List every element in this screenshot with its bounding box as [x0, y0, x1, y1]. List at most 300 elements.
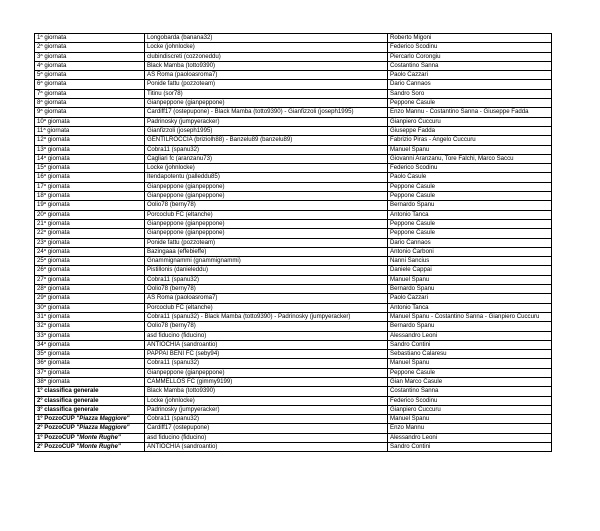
round-ordinal: a [43, 340, 47, 345]
round-number: 1 [37, 34, 41, 41]
round-ordinal: a [43, 135, 47, 141]
round-row [35, 368, 552, 377]
award-cup-name: "Monte Rughe" [76, 433, 121, 441]
award-label [35, 396, 145, 405]
manager-cell: Sandro Soro [388, 89, 552, 98]
team-cell: Locke (johnlocke) [145, 164, 388, 173]
round-suffix: giornata [47, 303, 70, 311]
round-suffix: giornata [47, 238, 70, 246]
manager-cell: Peppone Casule [388, 192, 552, 201]
team-cell: AS Roma (paoloasroma7) [145, 294, 388, 303]
round-label [35, 322, 145, 331]
round-ordinal: a [43, 191, 47, 197]
round-row [35, 71, 552, 80]
round-ordinal: a [43, 275, 47, 280]
results-table-body [35, 34, 552, 452]
round-row [35, 350, 552, 359]
round-suffix: giornata [47, 377, 70, 385]
round-label [35, 164, 145, 173]
round-number: 24 [37, 247, 44, 255]
manager-cell: Fabrizio Piras - Angelo Cuccuru [388, 136, 552, 145]
team-cell: CAMMELLOS FC (gimmy9199) [145, 377, 388, 386]
round-number: 38 [37, 377, 44, 385]
team-cell: ANTIOCHIA (sandroantio) [145, 340, 388, 349]
round-suffix: giornata [47, 359, 70, 367]
round-number: 7 [37, 89, 41, 97]
round-suffix: giornata [47, 340, 70, 348]
round-number: 32 [37, 322, 44, 330]
round-ordinal: a [43, 145, 47, 150]
round-suffix: giornata [44, 52, 67, 60]
round-ordinal: a [43, 154, 47, 159]
team-cell: PAPPAI BENI FC (seby94) [145, 350, 388, 359]
award-cup-name: "Piazza Maggiore" [76, 424, 130, 432]
manager-cell: Dario Cannaos [388, 238, 552, 247]
team-cell: Ponide fattu (pozzoteam) [145, 80, 388, 89]
round-label [35, 201, 145, 210]
round-suffix: giornata [47, 312, 70, 320]
round-number: 28 [37, 285, 44, 293]
round-ordinal: a [43, 182, 47, 187]
manager-cell: Enzo Mannu [388, 424, 552, 433]
round-number: 11 [37, 126, 44, 134]
team-cell: Titinu (sor78) [145, 89, 388, 98]
round-suffix: giornata [47, 154, 70, 162]
round-ordinal: a [43, 172, 47, 178]
manager-cell: Dario Cannaos [388, 80, 552, 89]
manager-cell: Alessandro Leoni [388, 433, 552, 442]
round-ordinal: a [40, 42, 43, 48]
team-cell: Gianpeppone (gianpeppone) [145, 229, 388, 238]
round-row [35, 80, 552, 89]
award-row [35, 387, 552, 396]
round-number: 15 [37, 164, 44, 172]
manager-cell: Antonio Tanca [388, 303, 552, 312]
round-ordinal: a [43, 303, 47, 308]
round-ordinal: a [43, 228, 47, 234]
manager-cell: Paolo Cazzari [388, 294, 552, 303]
round-label [35, 43, 145, 52]
manager-cell: Peppone Casule [388, 99, 552, 108]
team-cell: ANTIOCHIA (sandroantio) [145, 443, 388, 452]
manager-cell: Sebastiano Calaresu [388, 350, 552, 359]
round-suffix: giornata [44, 71, 67, 79]
round-number: 5 [37, 71, 41, 79]
round-number: 10 [37, 117, 44, 125]
round-number: 34 [37, 340, 44, 348]
round-number: 35 [37, 350, 44, 358]
round-ordinal: a [40, 79, 43, 85]
round-number: 13 [37, 145, 44, 153]
round-row [35, 229, 552, 238]
round-ordinal: a [43, 377, 47, 382]
round-label [35, 136, 145, 145]
round-suffix: giornata [44, 99, 67, 107]
manager-cell: Manuel Spanu [388, 145, 552, 154]
round-label [35, 266, 145, 275]
award-cup-name: "Monte Rughe" [76, 443, 121, 451]
round-label [35, 219, 145, 228]
round-row [35, 136, 552, 145]
award-row [35, 396, 552, 405]
round-label [35, 108, 145, 117]
team-cell: Padrinosky (jumpyeracker) [145, 117, 388, 126]
round-suffix: giornata [47, 192, 70, 200]
round-row [35, 34, 552, 43]
round-label [35, 99, 145, 108]
round-label [35, 126, 145, 135]
round-ordinal: a [40, 52, 43, 57]
team-cell: AS Roma (paoloasroma7) [145, 71, 388, 80]
round-number: 8 [37, 99, 41, 107]
manager-cell: Federico Scodinu [388, 164, 552, 173]
team-cell: Cagliari fc (aranzanu73) [145, 154, 388, 163]
team-cell: clubindiscreti (cozzoneddu) [145, 52, 388, 61]
award-label [35, 424, 145, 433]
manager-cell: Piercarlo Corongiu [388, 52, 552, 61]
round-suffix: giornata [47, 368, 70, 376]
round-label [35, 154, 145, 163]
round-label [35, 312, 145, 321]
round-ordinal: a [40, 107, 43, 113]
team-cell: Black Mamba (totto9390) [145, 387, 388, 396]
round-suffix: giornata [47, 229, 70, 237]
round-row [35, 247, 552, 256]
round-label [35, 182, 145, 191]
round-row [35, 294, 552, 303]
manager-cell: Alessandro Leoni [388, 331, 552, 340]
round-row [35, 275, 552, 284]
round-label [35, 34, 145, 43]
round-suffix: giornata [47, 257, 70, 265]
team-cell: Porcoclub FC (eltanche) [145, 303, 388, 312]
manager-cell: Costantino Sanna [388, 61, 552, 70]
round-row [35, 219, 552, 228]
round-row [35, 43, 552, 52]
team-cell: Oolio78 (berny78) [145, 322, 388, 331]
round-row [35, 238, 552, 247]
round-label [35, 192, 145, 201]
award-title: 2º PozzoCUP [37, 424, 77, 432]
team-cell: Pistillonis (danieleddu) [145, 266, 388, 275]
round-ordinal: a [43, 238, 47, 243]
manager-cell: Gian Marco Casule [388, 377, 552, 386]
round-label [35, 61, 145, 70]
manager-cell: Manuel Spanu [388, 359, 552, 368]
round-number: 26 [37, 266, 44, 274]
award-title: 2º classifica generale [37, 396, 99, 404]
manager-cell: Gianpiero Cuccuru [388, 117, 552, 126]
award-label [35, 405, 145, 414]
round-suffix: giornata [44, 80, 67, 88]
round-number: 33 [37, 331, 44, 339]
round-row [35, 266, 552, 275]
round-label [35, 377, 145, 386]
manager-cell: Federico Scodinu [388, 396, 552, 405]
round-ordinal: a [40, 98, 43, 104]
team-cell: Gianpeppone (gianpeppone) [145, 182, 388, 191]
award-row [35, 443, 552, 452]
round-ordinal: a [43, 349, 47, 355]
round-number: 37 [37, 368, 44, 376]
round-label [35, 52, 145, 61]
round-row [35, 331, 552, 340]
manager-cell: Giovanni Aranzanu, Tore Falchi, Marco Saccu [388, 154, 552, 163]
round-row [35, 52, 552, 61]
team-cell: Longobarda (banana32) [145, 34, 388, 43]
manager-cell: Bernardo Spanu [388, 322, 552, 331]
round-number: 31 [37, 312, 44, 320]
round-number: 18 [37, 192, 44, 200]
round-row [35, 359, 552, 368]
round-row [35, 312, 552, 321]
manager-cell: Federico Scodinu [388, 43, 552, 52]
round-ordinal: a [43, 200, 47, 206]
round-row [35, 303, 552, 312]
manager-cell: Paolo Cazzari [388, 71, 552, 80]
manager-cell: Peppone Casule [388, 368, 552, 377]
round-row [35, 377, 552, 386]
team-cell: Cobra11 (spanu32) [145, 415, 388, 424]
round-number: 22 [37, 229, 44, 237]
round-suffix: giornata [44, 61, 67, 69]
round-label [35, 229, 145, 238]
team-cell: Cardiff17 (ostepupone) - Black Mamba (totto9390) - Gianfizzoli (joseph1995) [145, 108, 388, 117]
round-row [35, 210, 552, 219]
round-suffix: giornata [47, 331, 70, 339]
round-number: 17 [37, 182, 44, 190]
award-row [35, 405, 552, 414]
award-label [35, 415, 145, 424]
round-suffix: giornata [44, 43, 67, 51]
round-suffix: giornata [47, 266, 70, 274]
round-label [35, 368, 145, 377]
award-row [35, 424, 552, 433]
round-ordinal: a [43, 117, 47, 122]
team-cell: Itendapotentu (palleddu85) [145, 173, 388, 182]
manager-cell: Bernardo Spanu [388, 201, 552, 210]
team-cell: asd fiducino (fiducino) [145, 433, 388, 442]
award-title: 3º classifica generale [37, 405, 99, 413]
team-cell: Gnammignammi (gnammignammi) [145, 257, 388, 266]
manager-cell: Peppone Casule [388, 219, 552, 228]
team-cell: Gianfizzoli (joseph1995) [145, 126, 388, 135]
round-ordinal: a [40, 33, 43, 38]
round-row [35, 192, 552, 201]
manager-cell: Sandro Contini [388, 443, 552, 452]
round-ordinal: a [43, 293, 47, 299]
manager-cell: Roberto Migoni [388, 34, 552, 43]
round-row [35, 201, 552, 210]
round-label [35, 294, 145, 303]
round-suffix: giornata [47, 210, 70, 218]
round-number: 23 [37, 238, 44, 246]
round-suffix: giornata [47, 145, 70, 153]
award-label [35, 387, 145, 396]
manager-cell: Peppone Casule [388, 229, 552, 238]
manager-cell: Manuel Spanu [388, 415, 552, 424]
round-label [35, 331, 145, 340]
round-suffix: giornata [47, 173, 70, 181]
round-label [35, 247, 145, 256]
round-suffix: giornata [44, 34, 67, 41]
round-number: 27 [37, 275, 44, 283]
award-title: 1º PozzoCUP [37, 433, 77, 441]
round-ordinal: a [43, 331, 47, 336]
round-row [35, 164, 552, 173]
round-suffix: giornata [47, 117, 70, 125]
manager-cell: Enzo Mannu - Costantino Sanna - Giuseppe Fadda [388, 108, 552, 117]
round-row [35, 126, 552, 135]
round-ordinal: a [43, 284, 47, 290]
award-label [35, 433, 145, 442]
round-label [35, 173, 145, 182]
team-cell: Gianpeppone (gianpeppone) [145, 368, 388, 377]
round-number: 20 [37, 210, 44, 218]
round-row [35, 322, 552, 331]
round-ordinal: a [40, 70, 43, 76]
round-row [35, 61, 552, 70]
round-suffix: giornata [47, 350, 70, 358]
team-cell: asd fiducino (fiducino) [145, 331, 388, 340]
team-cell: Locke (johnlocke) [145, 43, 388, 52]
round-ordinal: a [43, 163, 47, 169]
manager-cell: Bernardo Spanu [388, 285, 552, 294]
round-label [35, 238, 145, 247]
round-row [35, 117, 552, 126]
round-number: 4 [37, 61, 41, 69]
team-cell: Ponide fattu (pozzoteam) [145, 238, 388, 247]
round-label [35, 80, 145, 89]
team-cell: Oolio78 (berny78) [145, 285, 388, 294]
round-suffix: giornata [47, 322, 70, 330]
award-label [35, 443, 145, 452]
team-cell: Cobra11 (spanu32) [145, 145, 388, 154]
round-label [35, 350, 145, 359]
round-ordinal: a [40, 89, 43, 94]
round-ordinal: a [43, 210, 47, 215]
round-label [35, 210, 145, 219]
manager-cell: Peppone Casule [388, 182, 552, 191]
round-row [35, 182, 552, 191]
round-suffix: giornata [47, 275, 70, 283]
round-ordinal: a [43, 312, 47, 317]
team-cell: Cardiff17 (ostepupone) [145, 424, 388, 433]
round-suffix: giornata [47, 201, 70, 209]
team-cell: GENTILROCCIA (briziolh88) - Banzelu89 (banzelu89) [145, 136, 388, 145]
round-suffix: giornata [47, 164, 70, 172]
team-cell: Gianpeppone (gianpeppone) [145, 99, 388, 108]
award-title: 2º PozzoCUP [37, 443, 77, 451]
team-cell: Cobra11 (spanu32) [145, 275, 388, 284]
round-suffix: giornata [47, 219, 70, 227]
manager-cell: Manuel Spanu [388, 275, 552, 284]
team-cell: Oolio78 (berny78) [145, 201, 388, 210]
manager-cell: Daniele Cappai [388, 266, 552, 275]
team-cell: Padrinosky (jumpyeracker) [145, 405, 388, 414]
round-suffix: giornata [44, 89, 67, 97]
round-label [35, 275, 145, 284]
round-row [35, 340, 552, 349]
round-suffix: giornata [47, 247, 70, 255]
round-number: 25 [37, 257, 44, 265]
round-number: 2 [37, 43, 41, 51]
award-title: 1º PozzoCUP [37, 415, 77, 423]
round-row [35, 257, 552, 266]
round-ordinal: a [43, 265, 47, 271]
manager-cell: Paolo Casule [388, 173, 552, 182]
team-cell: Gianpeppone (gianpeppone) [145, 192, 388, 201]
award-title: 1º classifica generale [37, 387, 99, 395]
round-suffix: giornata [47, 285, 70, 293]
round-label [35, 89, 145, 98]
round-suffix: giornata [47, 294, 70, 302]
round-row [35, 145, 552, 154]
team-cell: Locke (johnlocke) [145, 396, 388, 405]
round-number: 19 [37, 201, 44, 209]
round-ordinal: a [43, 321, 47, 327]
round-ordinal: a [40, 61, 43, 66]
round-label [35, 71, 145, 80]
round-number: 30 [37, 303, 44, 311]
round-suffix: giornata [47, 182, 70, 190]
results-table [34, 33, 552, 452]
round-label [35, 117, 145, 126]
round-row [35, 89, 552, 98]
round-number: 21 [37, 219, 44, 227]
round-row [35, 285, 552, 294]
round-suffix: giornata [47, 136, 70, 144]
round-label [35, 359, 145, 368]
manager-cell: Sandro Contini [388, 340, 552, 349]
team-cell: Porcoclub FC (eltanche) [145, 210, 388, 219]
manager-cell: Antonio Carboni [388, 247, 552, 256]
manager-cell: Costantino Sanna [388, 387, 552, 396]
team-cell: Cobra11 (spanu32) [145, 359, 388, 368]
award-row [35, 433, 552, 442]
round-label [35, 285, 145, 294]
manager-cell: Antonio Tanca [388, 210, 552, 219]
round-number: 29 [37, 294, 44, 302]
round-ordinal: a [43, 368, 47, 373]
round-number: 36 [37, 359, 44, 367]
award-row [35, 415, 552, 424]
round-number: 12 [37, 136, 44, 144]
manager-cell: Giuseppe Fadda [388, 126, 552, 135]
team-cell: Cobra11 (spanu32) - Black Mamba (totto9390) - Padrinosky (jumpyeracker) [145, 312, 388, 321]
team-cell: Bazingaaa (effebieffe) [145, 247, 388, 256]
round-number: 3 [37, 52, 41, 60]
manager-cell: Manuel Spanu - Costantino Sanna - Gianpiero Cuccuru [388, 312, 552, 321]
round-ordinal: a [43, 358, 47, 364]
round-number: 14 [37, 154, 44, 162]
manager-cell: Gianpiero Cuccuru [388, 405, 552, 414]
round-row [35, 99, 552, 108]
round-number: 9 [37, 108, 41, 116]
round-label [35, 340, 145, 349]
team-cell: Black Mamba (totto9390) [145, 61, 388, 70]
round-row [35, 108, 552, 117]
award-cup-name: "Piazza Maggiore" [76, 415, 130, 423]
manager-cell: Nanni Sancius [388, 257, 552, 266]
round-number: 16 [37, 173, 44, 181]
round-number: 6 [37, 80, 41, 88]
round-label [35, 303, 145, 312]
team-cell: Gianpeppone (gianpeppone) [145, 219, 388, 228]
round-ordinal: a [43, 256, 47, 262]
round-suffix: giornata [44, 108, 67, 116]
round-label [35, 257, 145, 266]
